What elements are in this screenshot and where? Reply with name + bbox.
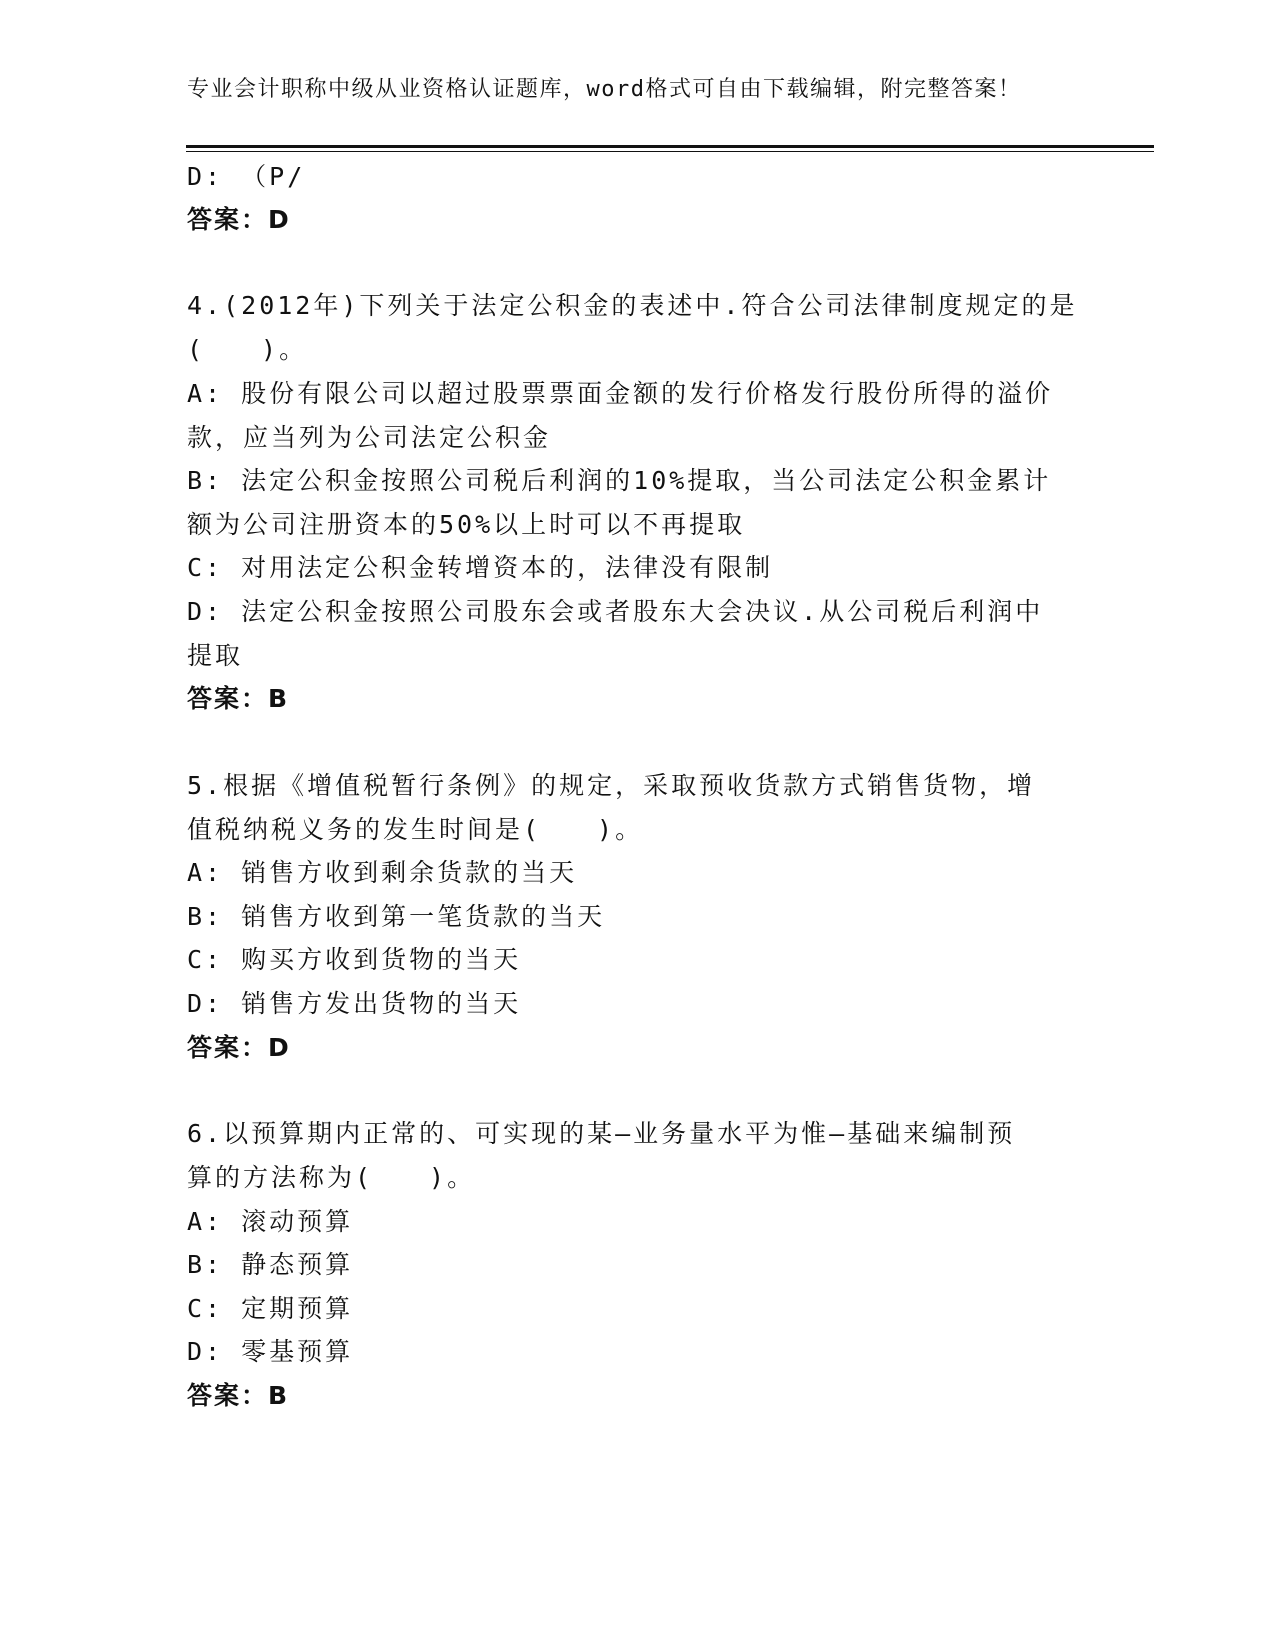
prev-answer: 答案：D [187,205,291,234]
q5-option-b: B: 销售方收到第一笔货款的当天 [187,902,606,931]
q4-option-d-line2: 提取 [187,641,244,670]
q6-stem-line2: 算的方法称为( )。 [187,1163,476,1192]
q6-option-a: A: 滚动预算 [187,1207,354,1236]
q4-option-c: C: 对用法定公积金转增资本的，法律没有限制 [187,553,774,582]
header-rule-thick [186,145,1154,148]
q4-stem-line1: 4.(2012年)下列关于法定公积金的表述中.符合公司法律制度规定的是 [187,291,1078,320]
header-rule-thin [186,151,1154,152]
q4-option-a-line2: 款，应当列为公司法定公积金 [187,423,552,452]
q6-option-d: D: 零基预算 [187,1337,354,1366]
q5-option-c: C: 购买方收到货物的当天 [187,945,522,974]
q4-answer: 答案：B [187,684,290,713]
q6-option-b: B: 静态预算 [187,1250,354,1279]
q5-stem-line1: 5.根据《增值税暂行条例》的规定，采取预收货款方式销售货物，增 [187,771,1036,800]
q4-stem-line2: ( )。 [187,335,308,364]
q6-stem-line1: 6.以预算期内正常的、可实现的某—业务量水平为惟—基础来编制预 [187,1119,1016,1148]
q5-stem-line2: 值税纳税义务的发生时间是( )。 [187,815,644,844]
q6-option-c: C: 定期预算 [187,1294,354,1323]
q4-option-b-line2: 额为公司注册资本的50%以上时可以不再提取 [187,510,746,539]
q6-answer: 答案：B [187,1381,290,1410]
q5-option-d: D: 销售方发出货物的当天 [187,989,522,1018]
q4-option-b-line1: B: 法定公积金按照公司税后利润的10%提取，当公司法定公积金累计 [187,466,1052,495]
prev-option-d: D: （P/ [187,162,306,191]
page-header: 专业会计职称中级从业资格认证题库，word格式可自由下载编辑，附完整答案！ [187,77,1022,102]
q4-option-a-line1: A: 股份有限公司以超过股票票面金额的发行价格发行股份所得的溢价 [187,379,1054,408]
q5-option-a: A: 销售方收到剩余货款的当天 [187,858,578,887]
q4-option-d-line1: D: 法定公积金按照公司股东会或者股东大会决议.从公司税后利润中 [187,597,1044,626]
q5-answer: 答案：D [187,1033,291,1062]
